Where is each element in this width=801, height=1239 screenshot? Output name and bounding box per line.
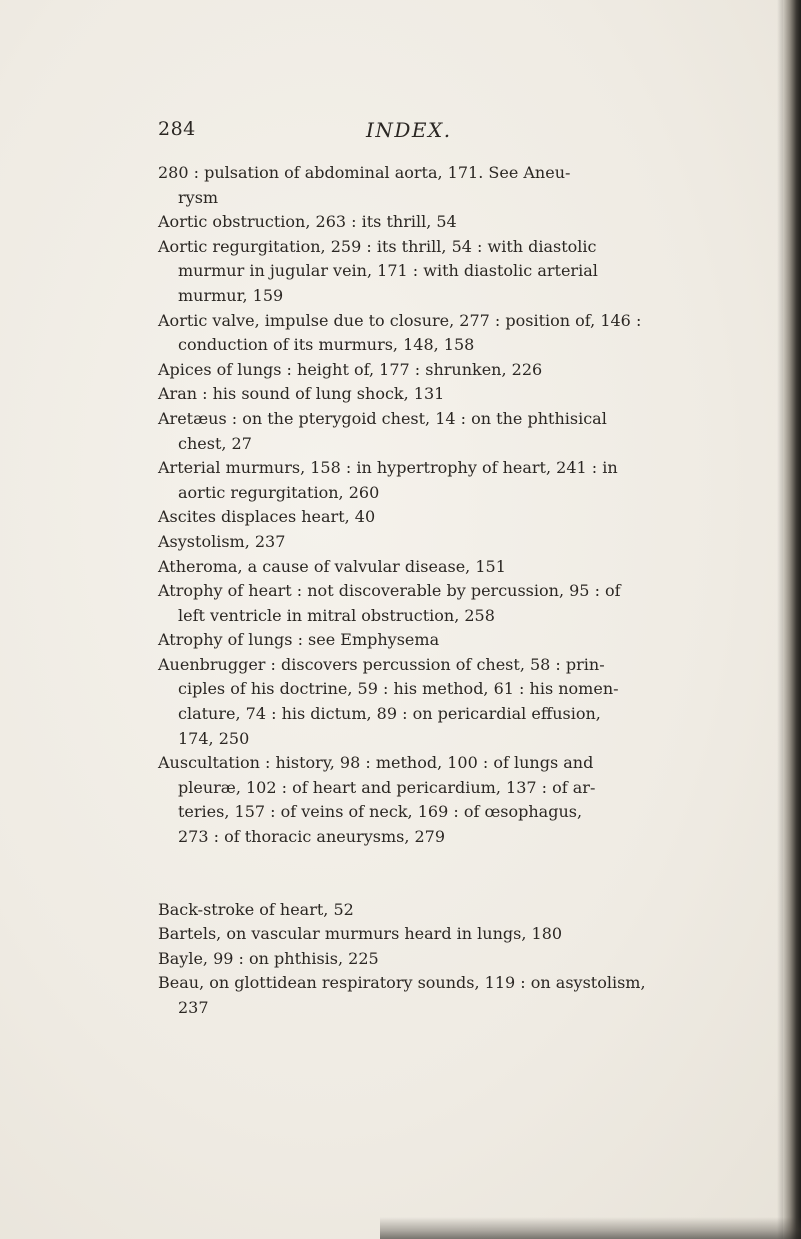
index-entry-line: Auscultation : history, 98 : method, 100 : of lungs and xyxy=(158,753,594,773)
index-entry-line: Bartels, on vascular murmurs heard in lungs, 180 xyxy=(158,924,563,944)
index-entry-line: Back-stroke of heart, 52 xyxy=(158,899,354,919)
index-entry-line: Atrophy of lungs : see Emphysema xyxy=(158,630,440,650)
index-entry xyxy=(158,530,726,555)
index-entry xyxy=(158,579,726,628)
index-entry-line: pleuræ, 102 : of heart and pericardium, 137 : of ar- xyxy=(178,777,596,797)
index-entry xyxy=(158,947,726,972)
index-entry xyxy=(158,971,726,1020)
index-entry xyxy=(158,161,726,210)
index-entry-line: teries, 157 : of veins of neck, 169 : of œsophagus, xyxy=(178,802,583,822)
index-entry-line: 174, 250 xyxy=(178,728,250,748)
index-entry xyxy=(158,407,726,456)
index-entry-line: Aortic regurgitation, 259 : its thrill, 54 : with diastolic xyxy=(158,236,597,256)
index-entry xyxy=(158,456,726,505)
index-entry xyxy=(158,898,726,923)
index-entry-line: conduction of its murmurs, 148, 158 xyxy=(178,335,475,355)
index-group-a xyxy=(158,161,726,850)
index-entry xyxy=(158,358,726,383)
index-entry-line: Aretæus : on the pterygoid chest, 14 : on the phthisical xyxy=(158,408,607,428)
index-entry xyxy=(158,210,726,235)
index-entry-line: aortic regurgitation, 260 xyxy=(178,482,380,502)
page-bottom-shadow xyxy=(380,1217,801,1239)
index-entry-line: rysm xyxy=(178,187,219,207)
index-entry-line: Asystolism, 237 xyxy=(158,531,286,551)
group-separator xyxy=(158,850,726,898)
index-entry-line: Auenbrugger : discovers percussion of chest, 58 : prin- xyxy=(158,654,605,674)
index-entry-line: Bayle, 99 : on phthisis, 225 xyxy=(158,948,379,968)
index-entry-line: 237 xyxy=(178,998,209,1017)
index-entry-line: Aortic obstruction, 263 : its thrill, 54 xyxy=(158,212,457,232)
index-entry xyxy=(158,922,726,947)
page-binding-edge xyxy=(783,0,801,1239)
index-entry-line: ciples of his doctrine, 59 : his method, 61 : his nomen- xyxy=(178,679,619,699)
index-entry xyxy=(158,382,726,407)
index-entry-line: Apices of lungs : height of, 177 : shrunken, 226 xyxy=(158,359,543,379)
index-entry xyxy=(158,235,726,309)
running-title: INDEX. xyxy=(366,118,452,142)
index-entry-line: murmur in jugular vein, 171 : with diastolic arterial xyxy=(178,261,598,281)
index-entry-line: 273 : of thoracic aneurysms, 279 xyxy=(178,827,446,847)
running-header xyxy=(158,118,718,148)
index-entry-line: Aran : his sound of lung shock, 131 xyxy=(158,384,445,404)
index-entry-line: murmur, 159 xyxy=(178,285,284,305)
index-group-b xyxy=(158,898,726,1021)
index-entry xyxy=(158,309,726,358)
index-entry xyxy=(158,628,726,653)
index-entry-line: left ventricle in mitral obstruction, 258 xyxy=(178,605,495,625)
index-entry-line: Ascites displaces heart, 40 xyxy=(158,507,376,527)
index-entry-line: chest, 27 xyxy=(178,433,252,453)
index-entry xyxy=(158,505,726,530)
index-entry-line: clature, 74 : his dictum, 89 : on pericardial effusion, xyxy=(178,704,601,724)
index-entry xyxy=(158,653,726,751)
index-entry-line: Beau, on glottidean respiratory sounds, 119 : on asystolism, xyxy=(158,973,646,993)
index-entry-line: Arterial murmurs, 158 : in hypertrophy of heart, 241 : in xyxy=(158,458,618,478)
index-body xyxy=(158,161,726,1021)
index-entry-line: Atrophy of heart : not discoverable by percussion, 95 : of xyxy=(158,581,621,601)
index-entry-line: Aortic valve, impulse due to closure, 277 : position of, 146 : xyxy=(158,310,642,330)
index-entry-line: 280 : pulsation of abdominal aorta, 171. See Aneu- xyxy=(158,163,571,182)
index-entry-line: Atheroma, a cause of valvular disease, 151 xyxy=(158,556,506,576)
page-number: 284 xyxy=(158,118,196,140)
index-entry xyxy=(158,751,726,849)
index-entry xyxy=(158,555,726,580)
